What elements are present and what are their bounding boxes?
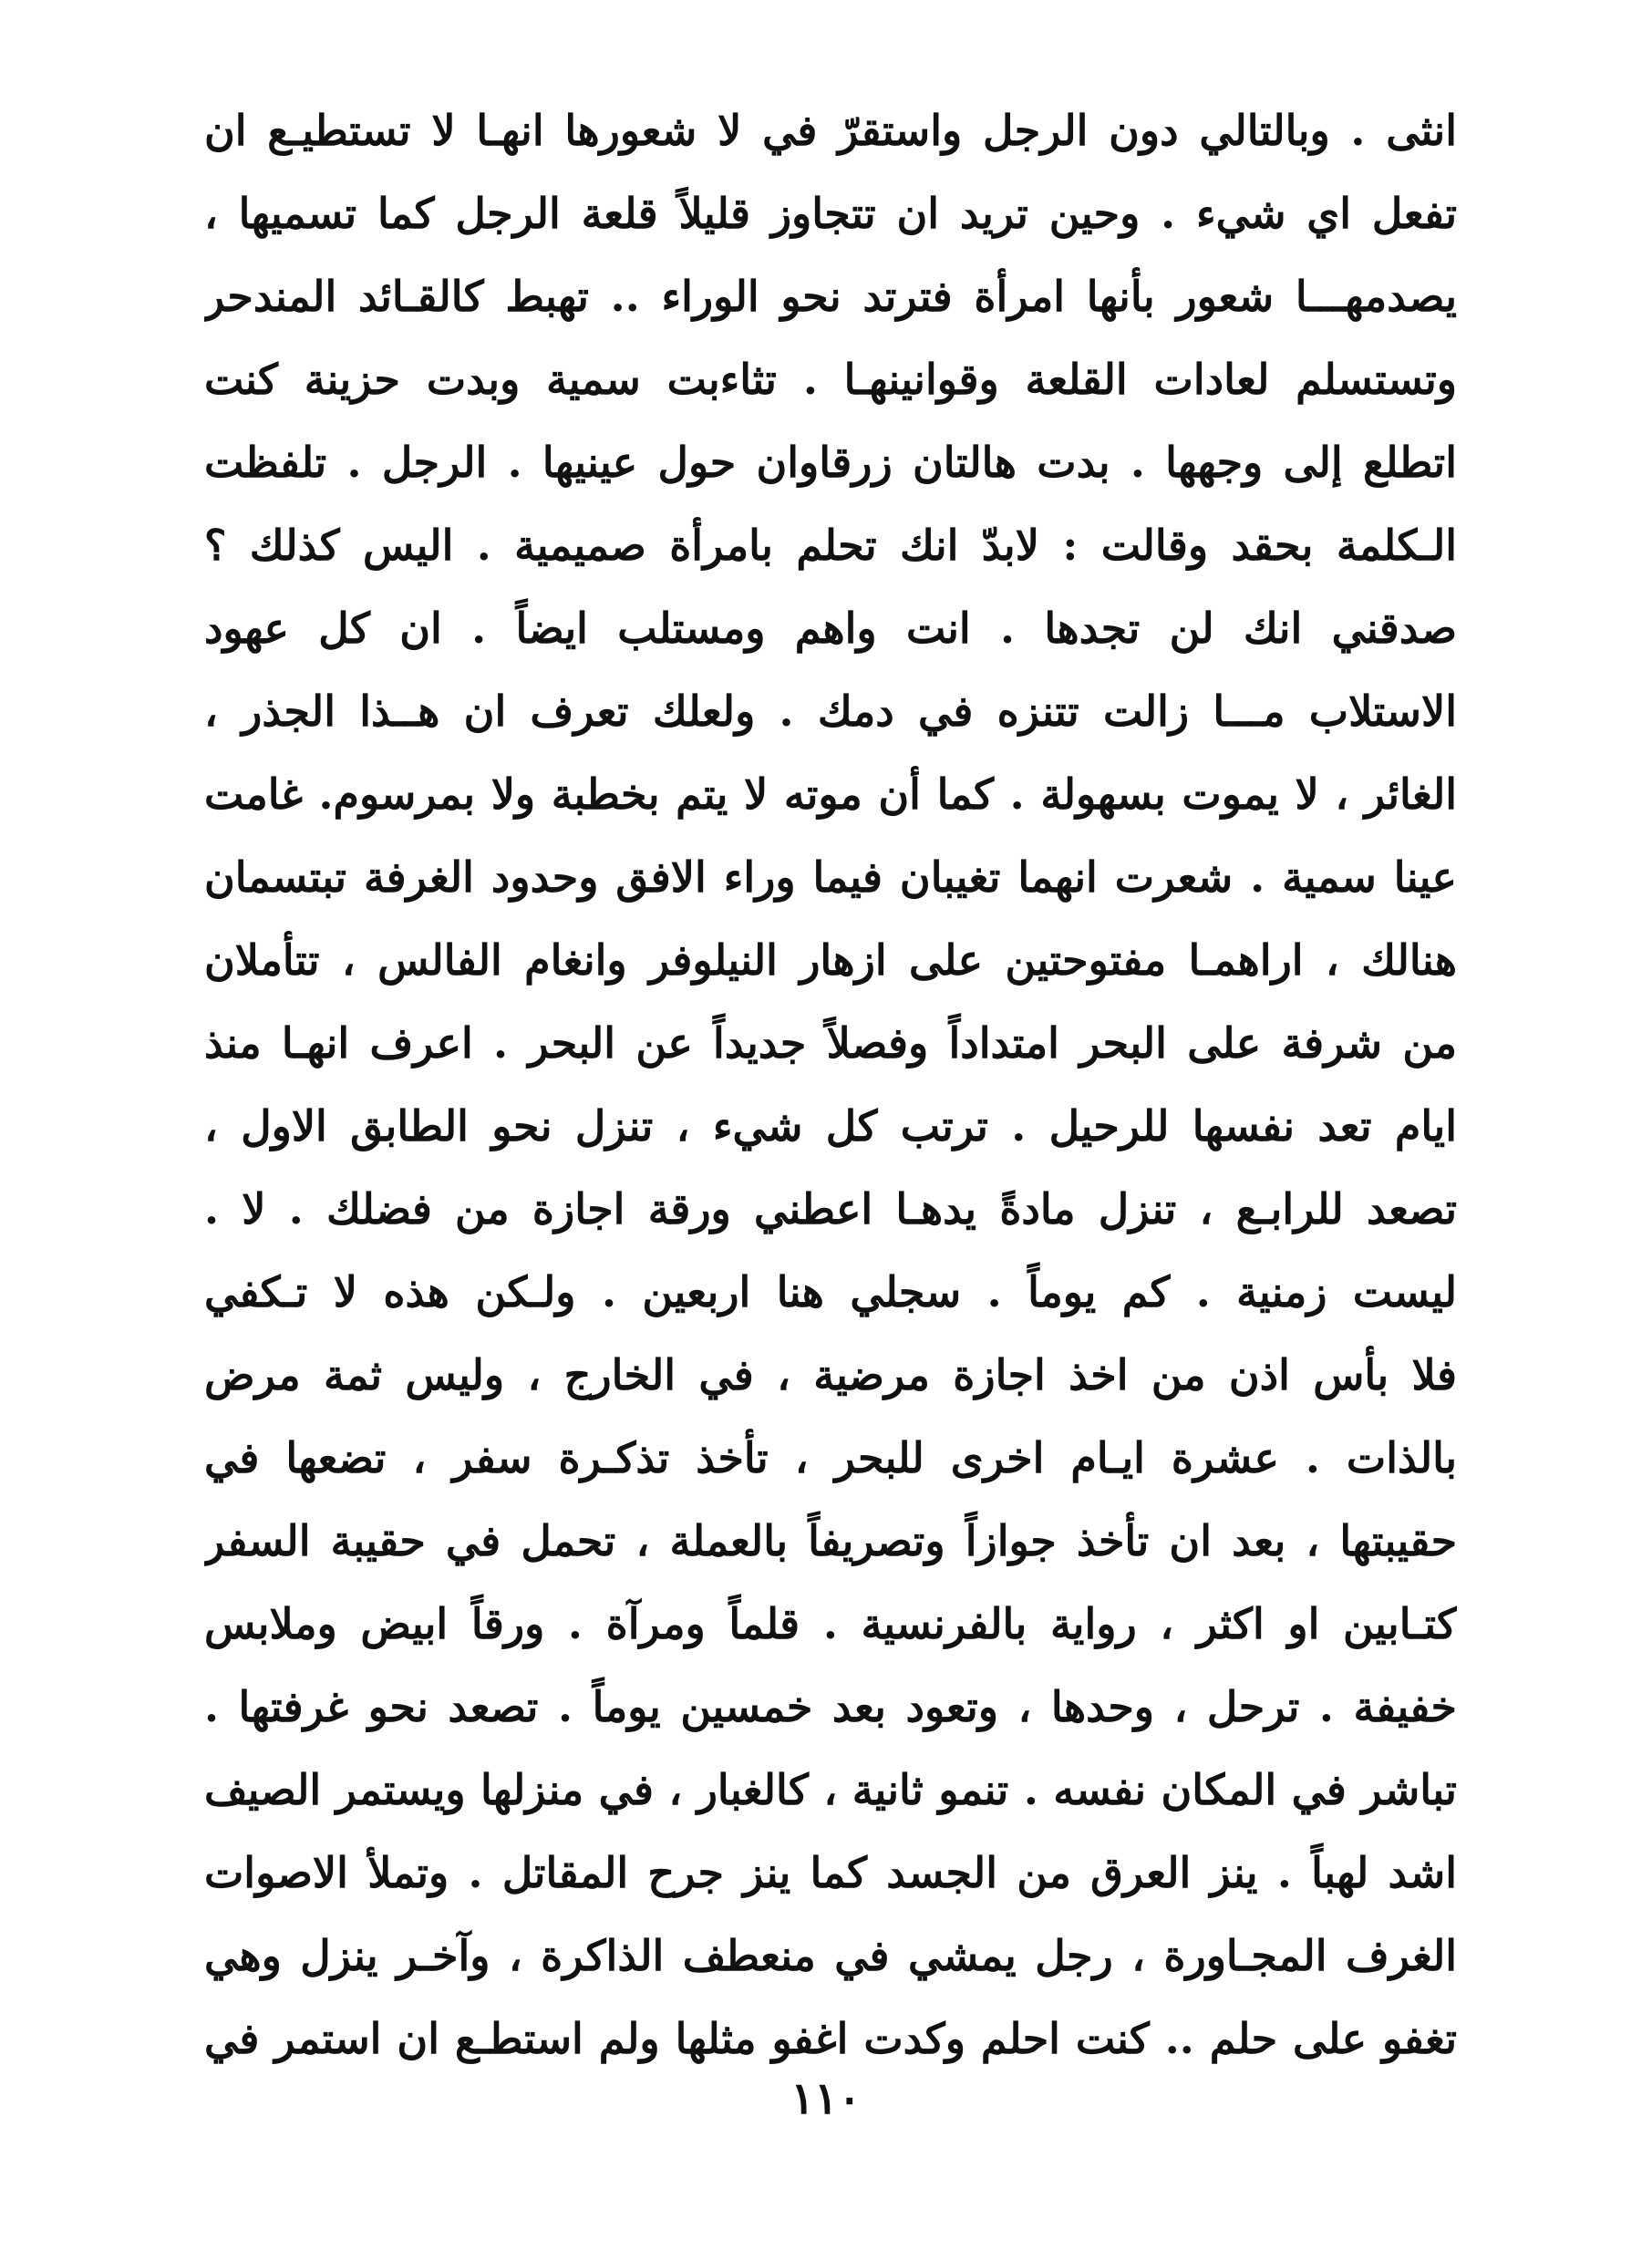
text-line: ايام تعد نفسها للرحيل . ترتب كل شيء ، تنزل نحو الطابق الاول ، — [204, 1101, 1457, 1151]
text-line: تصعد للرابـع ، تنزل مادةً يدهـا اعطني ورقة اجازة من فضلك . لا . — [204, 1184, 1457, 1234]
body-text — [204, 89, 1457, 2080]
text-line: كتـابين او اكثر ، رواية بالفرنسية . قلماً ومرآة . ورقاً ابيض وملابس — [204, 1599, 1457, 1648]
text-line: تغفو على حلم .. كنت احلم وكدت اغفو مثلها ولم استطـع ان استمر في — [204, 2014, 1457, 2063]
text-line: فلا بأس اذن من اخذ اجازة مرضية ، في الخارج ، وليس ثمة مرض — [204, 1350, 1457, 1399]
text-line: وتستسلم لعادات القلعة وقوانينهـا . تثاءبت سمية وبدت حزينة كنت — [204, 355, 1457, 404]
text-line: خفيفة . ترحل ، وحدها ، وتعود بعد خمسين يوماً . تصعد نحو غرفتها . — [204, 1682, 1457, 1731]
page-number: ١١٠ — [790, 2073, 862, 2124]
text-line: اشد لهباً . ينز العرق من الجسد كما ينز جرح المقاتل . وتملأ الاصوات — [204, 1848, 1457, 1897]
text-line: انثى . وبالتالي دون الرجل واستقرّ في لا شعورها انهـا لا تستطيـع ان — [204, 106, 1457, 155]
text-line: من شرفة على البحر امتداداً وفصلاً جديداً عن البحر . اعرف انهـا منذ — [204, 1018, 1457, 1068]
text-line: الاستلاب مـــا زالت تتنزه في دمك . ولعلك تعرف ان هــذا الجذر ، — [204, 687, 1457, 736]
text-line: عينا سمية . شعرت انهما تغيبان فيما وراء الافق وحدود الغرفة تبتسمان — [204, 852, 1457, 902]
text-line: اتطلع إلى وجهها . بدت هالتان زرقاوان حول عينيها . الرجل . تلفظت — [204, 438, 1457, 487]
text-line: هنالك ، اراهمـا مفتوحتين على ازهار النيلوفر وانغام الفالس ، تتأملان — [204, 935, 1457, 985]
text-line: تباشر في المكان نفسه . تنمو ثانية ، كالغبار ، في منزلها ويستمر الصيف — [204, 1765, 1457, 1814]
text-line: تفعل اي شيء . وحين تريد ان تتجاوز قليلاً قلعة الرجل كما تسميها ، — [204, 189, 1457, 238]
text-line: الغرف المجـاورة ، رجل يمشي في منعطف الذاكرة ، وآخـر ينزل وهي — [204, 1931, 1457, 1980]
text-line: ليست زمنية . كم يوماً . سجلي هنا اربعين . ولـكن هذه لا تـكفي — [204, 1267, 1457, 1316]
text-line: الـكلمة بحقد وقالت : لابدّ انك تحلم بامرأة صميمية . اليس كذلك ؟ — [204, 521, 1457, 570]
text-line: بالذات . عشرة ايـام اخرى للبحر ، تأخذ تذكـرة سفر ، تضعها في — [204, 1433, 1457, 1482]
text-line: صدقني انك لن تجدها . انت واهم ومستلب ايضاً . ان كل عهود — [204, 604, 1457, 653]
text-line: حقيبتها ، بعد ان تأخذ جوازاً وتصريفاً بالعملة ، تحمل في حقيبة السفر — [204, 1516, 1457, 1565]
text-line: الغائر ، لا يموت بسهولة . كما أن موته لا يتم بخطبة ولا بمرسوم. غامت — [204, 769, 1457, 819]
text-line: يصدمهـــا شعور بأنها امرأة فترتد نحو الوراء .. تهبط كالقـائد المندحر — [204, 272, 1457, 321]
